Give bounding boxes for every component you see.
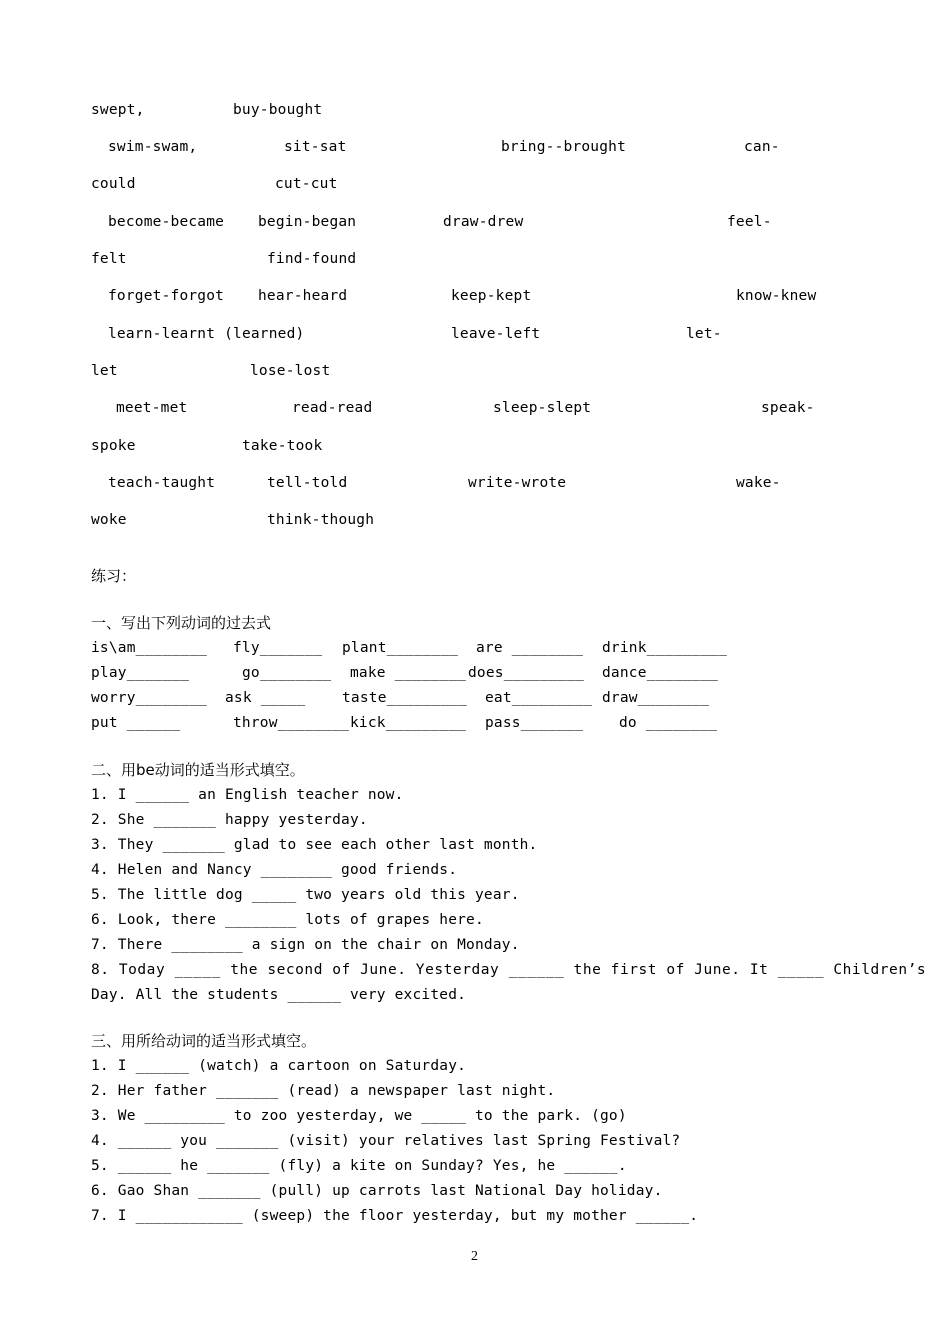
exercise-item: 4. ______ you _______ (visit) your relatives last Spring Festival? [91, 1133, 681, 1149]
verb-pair: swim-swam, [108, 139, 198, 155]
verb-pair: teach-taught [108, 475, 216, 491]
fill-blank: drink_________ [602, 640, 728, 656]
verb-pair: tell-told [267, 475, 348, 491]
exercise-item: Day. All the students ______ very excited. [91, 987, 467, 1003]
verb-pair: find-found [267, 251, 357, 267]
fill-blank: pass_______ [485, 715, 584, 731]
fill-blank: plant________ [342, 640, 459, 656]
exercise-item: 5. ______ he _______ (fly) a kite on Sunday? Yes, he ______. [91, 1158, 627, 1174]
exercise-item: 7. There ________ a sign on the chair on Monday. [91, 937, 520, 953]
verb-pair: let [91, 363, 118, 379]
fill-blank: go________ [242, 665, 332, 681]
exercise-item: 7. I ____________ (sweep) the floor yesterday, but my mother ______. [91, 1208, 699, 1224]
fill-blank: play_______ [91, 665, 190, 681]
verb-pair: think-though [267, 512, 375, 528]
verb-pair: lose-lost [250, 363, 331, 379]
fill-blank: ask _____ [225, 690, 306, 706]
fill-blank: is\am________ [91, 640, 208, 656]
verb-pair: woke [91, 512, 127, 528]
verb-pair: can- [744, 139, 780, 155]
verb-pair: learn-learnt (learned) [108, 326, 305, 342]
exercise-item: 2. Her father _______ (read) a newspaper last night. [91, 1083, 556, 1099]
verb-pair: know-knew [736, 288, 817, 304]
exercise-item: 6. Look, there ________ lots of grapes here. [91, 912, 484, 928]
exercise-item: 4. Helen and Nancy ________ good friends. [91, 862, 458, 878]
verb-pair: swept, [91, 102, 145, 118]
verb-pair: meet-met [116, 400, 188, 416]
verb-pair: could [91, 176, 136, 192]
fill-blank: do ________ [619, 715, 718, 731]
section-heading: 三、用所给动词的适当形式填空。 [91, 1032, 317, 1050]
exercise-item: 3. We _________ to zoo yesterday, we _____ to the park. (go) [91, 1108, 627, 1124]
exercise-item: 1. I ______ an English teacher now. [91, 787, 404, 803]
verb-pair: write-wrote [468, 475, 567, 491]
verb-pair: forget-forgot [108, 288, 225, 304]
verb-pair: take-took [242, 438, 323, 454]
fill-blank: dance________ [602, 665, 719, 681]
practice-label: 练习： [91, 567, 137, 585]
verb-pair: buy-bought [233, 102, 323, 118]
verb-pair: draw-drew [443, 214, 524, 230]
fill-blank: fly_______ [233, 640, 323, 656]
verb-pair: felt [91, 251, 127, 267]
verb-pair: speak- [761, 400, 815, 416]
verb-pair: sit-sat [284, 139, 347, 155]
exercise-item: 1. I ______ (watch) a cartoon on Saturday. [91, 1058, 467, 1074]
verb-pair: keep-kept [451, 288, 532, 304]
exercise-item: 2. She _______ happy yesterday. [91, 812, 368, 828]
section-heading: 一、写出下列动词的过去式 [91, 614, 272, 632]
exercise-item: 3. They _______ glad to see each other last month. [91, 837, 538, 853]
fill-blank: worry________ [91, 690, 208, 706]
verb-pair: become-became [108, 214, 225, 230]
fill-blank: taste_________ [342, 690, 468, 706]
verb-pair: feel- [727, 214, 772, 230]
page-number: 2 [471, 1249, 479, 1264]
section-heading: 二、用be动词的适当形式填空。 [91, 761, 305, 779]
verb-pair: leave-left [451, 326, 541, 342]
fill-blank: put ______ [91, 715, 181, 731]
fill-blank: eat_________ [485, 690, 593, 706]
verb-pair: cut-cut [275, 176, 338, 192]
exercise-item: 6. Gao Shan _______ (pull) up carrots last National Day holiday. [91, 1183, 663, 1199]
verb-pair: let- [686, 326, 722, 342]
verb-pair: bring--brought [501, 139, 627, 155]
verb-pair: wake- [736, 475, 781, 491]
verb-pair: read-read [292, 400, 373, 416]
verb-pair: sleep-slept [493, 400, 592, 416]
fill-blank: draw________ [602, 690, 710, 706]
verb-pair: spoke [91, 438, 136, 454]
fill-blank: throw________ [233, 715, 350, 731]
fill-blank: make ________ [350, 665, 467, 681]
exercise-item: 5. The little dog _____ two years old this year. [91, 887, 520, 903]
exercise-item: 8. Today _____ the second of June. Yesterday ______ the first of June. It _____ Children’s [91, 962, 927, 978]
verb-pair: hear-heard [258, 288, 348, 304]
fill-blank: are ________ [476, 640, 584, 656]
fill-blank: kick_________ [350, 715, 467, 731]
fill-blank: does_________ [468, 665, 585, 681]
verb-pair: begin-began [258, 214, 357, 230]
